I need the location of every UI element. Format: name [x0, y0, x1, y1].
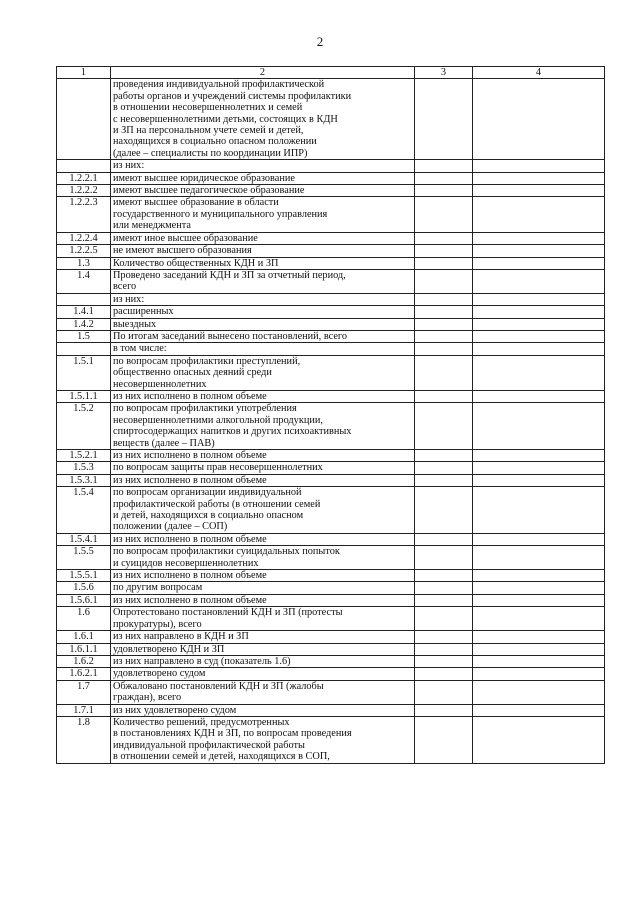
row-value-cell-3: [415, 668, 473, 680]
row-value-cell-4: [473, 643, 605, 655]
row-indicator-cell: по вопросам профилактики суицидальных попыток и суицидов несовершеннолетних: [111, 546, 415, 570]
row-indicator-cell: удовлетворено КДН и ЗП: [111, 643, 415, 655]
row-number-cell: 1.5.6: [57, 582, 111, 594]
row-indicator-cell: в том числе:: [111, 343, 415, 355]
row-number-cell: 1.5.4: [57, 487, 111, 534]
table-body: [57, 79, 605, 763]
row-value-cell-4: [473, 546, 605, 570]
table-row: [57, 533, 605, 545]
row-value-cell-4: [473, 355, 605, 390]
row-number-cell: [57, 160, 111, 172]
row-value-cell-3: [415, 631, 473, 643]
row-number-cell: [57, 293, 111, 305]
row-value-cell-4: [473, 245, 605, 257]
table-row: [57, 546, 605, 570]
row-number-cell: 1.6.2.1: [57, 668, 111, 680]
row-value-cell-4: [473, 257, 605, 269]
row-value-cell-4: [473, 293, 605, 305]
row-value-cell-4: [473, 704, 605, 716]
row-value-cell-3: [415, 474, 473, 486]
table-row: [57, 570, 605, 582]
row-number-cell: 1.5.2: [57, 403, 111, 450]
table-row: [57, 293, 605, 305]
row-value-cell-3: [415, 570, 473, 582]
row-number-cell: 1.5: [57, 330, 111, 342]
row-number-cell: 1.4.2: [57, 318, 111, 330]
row-value-cell-4: [473, 403, 605, 450]
table-row: [57, 631, 605, 643]
row-number-cell: 1.3: [57, 257, 111, 269]
row-number-cell: 1.5.1.1: [57, 390, 111, 402]
row-value-cell-4: [473, 306, 605, 318]
row-value-cell-3: [415, 232, 473, 244]
row-number-cell: 1.5.5.1: [57, 570, 111, 582]
column-header-3: 3: [415, 67, 473, 79]
row-indicator-cell: Количество решений, предусмотренных в постановлениях КДН и ЗП, по вопросам проведения индивидуальной профилактической работы в отношении семей и детей, находящихся в СОП,: [111, 716, 415, 763]
row-value-cell-3: [415, 546, 473, 570]
row-value-cell-3: [415, 680, 473, 704]
row-number-cell: 1.5.4.1: [57, 533, 111, 545]
row-value-cell-4: [473, 390, 605, 402]
row-number-cell: 1.5.1: [57, 355, 111, 390]
row-indicator-cell: выездных: [111, 318, 415, 330]
row-value-cell-4: [473, 330, 605, 342]
row-value-cell-4: [473, 487, 605, 534]
row-number-cell: 1.2.2.1: [57, 172, 111, 184]
row-indicator-cell: по другим вопросам: [111, 582, 415, 594]
row-number-cell: 1.5.3.1: [57, 474, 111, 486]
table-row: [57, 355, 605, 390]
row-value-cell-3: [415, 245, 473, 257]
row-value-cell-3: [415, 355, 473, 390]
table-row: [57, 79, 605, 160]
table-row: [57, 680, 605, 704]
table-row: [57, 487, 605, 534]
row-number-cell: 1.5.5: [57, 546, 111, 570]
table-row: [57, 655, 605, 667]
row-value-cell-4: [473, 197, 605, 232]
table-row: [57, 716, 605, 763]
row-indicator-cell: из них исполнено в полном объеме: [111, 594, 415, 606]
table-row: [57, 668, 605, 680]
table-row: [57, 343, 605, 355]
row-value-cell-4: [473, 716, 605, 763]
row-indicator-cell: Проведено заседаний КДН и ЗП за отчетный период, всего: [111, 269, 415, 293]
row-indicator-cell: по вопросам профилактики употребления несовершеннолетними алкогольной продукции, спиртосодержащих напитков и других психоактивных веществ (далее – ПАВ): [111, 403, 415, 450]
table-row: [57, 245, 605, 257]
row-number-cell: 1.6.2: [57, 655, 111, 667]
row-value-cell-4: [473, 594, 605, 606]
table-row: [57, 318, 605, 330]
row-indicator-cell: из них исполнено в полном объеме: [111, 450, 415, 462]
row-value-cell-3: [415, 197, 473, 232]
report-table: [56, 66, 605, 764]
table-row: [57, 450, 605, 462]
row-value-cell-4: [473, 474, 605, 486]
row-number-cell: 1.7.1: [57, 704, 111, 716]
row-value-cell-4: [473, 232, 605, 244]
table-row: [57, 390, 605, 402]
table-row: [57, 197, 605, 232]
row-number-cell: 1.6.1: [57, 631, 111, 643]
table-row: [57, 172, 605, 184]
row-indicator-cell: из них исполнено в полном объеме: [111, 533, 415, 545]
row-value-cell-3: [415, 343, 473, 355]
row-number-cell: 1.6: [57, 607, 111, 631]
row-indicator-cell: По итогам заседаний вынесено постановлений, всего: [111, 330, 415, 342]
row-value-cell-4: [473, 462, 605, 474]
row-number-cell: [57, 343, 111, 355]
row-indicator-cell: Обжаловано постановлений КДН и ЗП (жалобы граждан), всего: [111, 680, 415, 704]
row-value-cell-3: [415, 269, 473, 293]
row-value-cell-3: [415, 318, 473, 330]
row-number-cell: 1.2.2.5: [57, 245, 111, 257]
row-indicator-cell: Опротестовано постановлений КДН и ЗП (протесты прокуратуры), всего: [111, 607, 415, 631]
row-value-cell-3: [415, 594, 473, 606]
column-header-1: 1: [57, 67, 111, 79]
row-value-cell-4: [473, 582, 605, 594]
row-indicator-cell: имеют высшее образование в области государственного и муниципального управления или менеджмента: [111, 197, 415, 232]
row-value-cell-4: [473, 570, 605, 582]
row-indicator-cell: из них удовлетворено судом: [111, 704, 415, 716]
row-indicator-cell: из них исполнено в полном объеме: [111, 390, 415, 402]
row-number-cell: 1.8: [57, 716, 111, 763]
row-value-cell-4: [473, 79, 605, 160]
row-value-cell-3: [415, 257, 473, 269]
table-row: [57, 704, 605, 716]
row-indicator-cell: по вопросам профилактики преступлений, общественно опасных деяний среди несовершеннолетних: [111, 355, 415, 390]
row-number-cell: 1.2.2.4: [57, 232, 111, 244]
row-value-cell-3: [415, 185, 473, 197]
table-row: [57, 462, 605, 474]
row-value-cell-3: [415, 403, 473, 450]
row-value-cell-4: [473, 172, 605, 184]
row-indicator-cell: по вопросам защиты прав несовершеннолетних: [111, 462, 415, 474]
row-number-cell: 1.2.2.3: [57, 197, 111, 232]
row-indicator-cell: из них:: [111, 293, 415, 305]
row-number-cell: 1.6.1.1: [57, 643, 111, 655]
row-number-cell: 1.2.2.2: [57, 185, 111, 197]
row-value-cell-3: [415, 582, 473, 594]
column-header-2: 2: [111, 67, 415, 79]
row-value-cell-4: [473, 450, 605, 462]
table-row: [57, 474, 605, 486]
row-value-cell-4: [473, 655, 605, 667]
row-value-cell-3: [415, 643, 473, 655]
page-number: 2: [316, 34, 324, 49]
row-value-cell-4: [473, 668, 605, 680]
row-indicator-cell: Количество общественных КДН и ЗП: [111, 257, 415, 269]
row-number-cell: [57, 79, 111, 160]
row-number-cell: 1.4: [57, 269, 111, 293]
row-value-cell-3: [415, 462, 473, 474]
row-indicator-cell: имеют высшее педагогическое образование: [111, 185, 415, 197]
row-number-cell: 1.7: [57, 680, 111, 704]
row-value-cell-4: [473, 318, 605, 330]
row-number-cell: 1.5.6.1: [57, 594, 111, 606]
row-value-cell-3: [415, 79, 473, 160]
row-indicator-cell: по вопросам организации индивидуальной профилактической работы (в отношении семей и детей, находящихся в социально опасном положении (далее – СОП): [111, 487, 415, 534]
row-indicator-cell: имеют высшее юридическое образование: [111, 172, 415, 184]
table-row: [57, 330, 605, 342]
row-indicator-cell: удовлетворено судом: [111, 668, 415, 680]
row-value-cell-4: [473, 631, 605, 643]
table-row: [57, 269, 605, 293]
row-value-cell-3: [415, 487, 473, 534]
table-row: [57, 160, 605, 172]
row-number-cell: 1.5.2.1: [57, 450, 111, 462]
row-indicator-cell: из них исполнено в полном объеме: [111, 570, 415, 582]
row-value-cell-4: [473, 680, 605, 704]
row-value-cell-3: [415, 390, 473, 402]
row-value-cell-3: [415, 607, 473, 631]
row-indicator-cell: расширенных: [111, 306, 415, 318]
table-row: [57, 643, 605, 655]
row-value-cell-3: [415, 293, 473, 305]
row-indicator-cell: проведения индивидуальной профилактической работы органов и учреждений системы профилактики в отношении несовершеннолетних и семей с несовершеннолетними детьми, состоящих в КДН и ЗП на персональном учете семей и детей, находящихся в социально опасном положении (далее – специалисты по координации ИПР): [111, 79, 415, 160]
row-value-cell-3: [415, 704, 473, 716]
row-value-cell-3: [415, 330, 473, 342]
row-value-cell-3: [415, 533, 473, 545]
table-row: [57, 582, 605, 594]
column-header-4: 4: [473, 67, 605, 79]
row-value-cell-4: [473, 533, 605, 545]
row-value-cell-4: [473, 160, 605, 172]
table-row: [57, 403, 605, 450]
table-header-row: [57, 67, 605, 79]
table-row: [57, 306, 605, 318]
table-row: [57, 594, 605, 606]
row-value-cell-4: [473, 343, 605, 355]
row-indicator-cell: не имеют высшего образования: [111, 245, 415, 257]
row-indicator-cell: из них направлено в КДН и ЗП: [111, 631, 415, 643]
row-indicator-cell: из них исполнено в полном объеме: [111, 474, 415, 486]
row-value-cell-3: [415, 716, 473, 763]
row-value-cell-4: [473, 185, 605, 197]
table-row: [57, 185, 605, 197]
row-indicator-cell: из них направлено в суд (показатель 1.6): [111, 655, 415, 667]
row-value-cell-3: [415, 160, 473, 172]
row-value-cell-4: [473, 607, 605, 631]
table-row: [57, 232, 605, 244]
row-value-cell-3: [415, 306, 473, 318]
row-indicator-cell: имеют иное высшее образование: [111, 232, 415, 244]
table-row: [57, 607, 605, 631]
row-indicator-cell: из них:: [111, 160, 415, 172]
row-value-cell-3: [415, 655, 473, 667]
row-number-cell: 1.4.1: [57, 306, 111, 318]
row-value-cell-3: [415, 172, 473, 184]
row-number-cell: 1.5.3: [57, 462, 111, 474]
row-value-cell-3: [415, 450, 473, 462]
row-value-cell-4: [473, 269, 605, 293]
table-row: [57, 257, 605, 269]
